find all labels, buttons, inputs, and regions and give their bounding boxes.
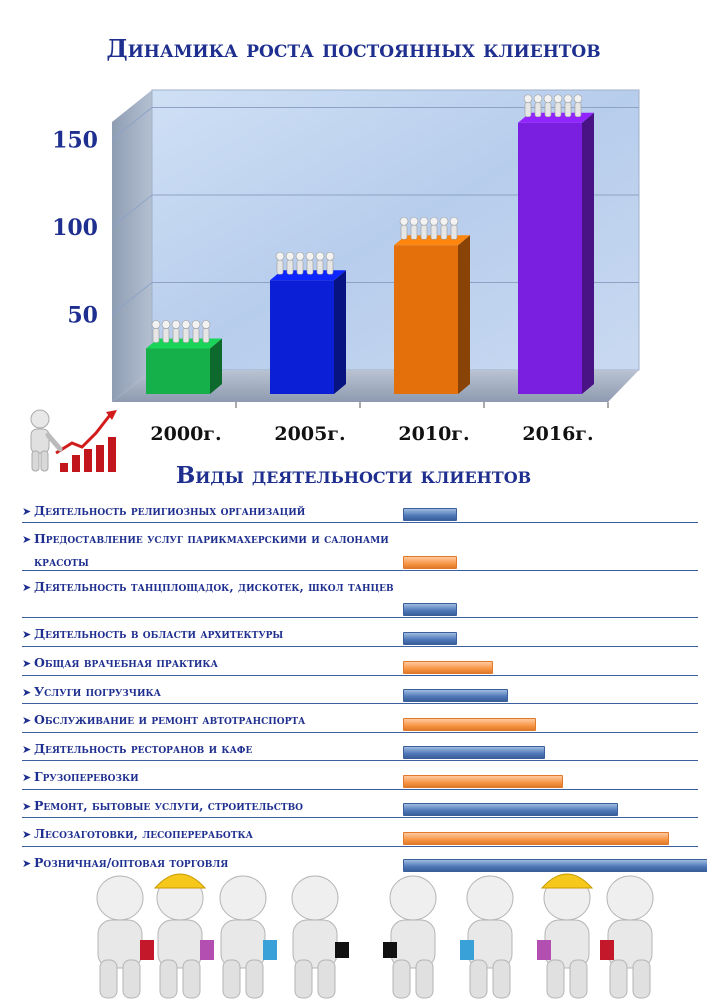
activity-bar bbox=[403, 508, 457, 521]
bullet-arrow-icon: ➤ bbox=[22, 714, 32, 727]
person-figure bbox=[537, 874, 592, 998]
activity-bar bbox=[403, 832, 669, 845]
shopping-bag-icon bbox=[140, 940, 154, 960]
activity-bar bbox=[403, 689, 508, 702]
activity-row bbox=[22, 618, 698, 647]
activity-row bbox=[22, 761, 698, 790]
activity-label: Грузоперевозки bbox=[34, 769, 139, 784]
activity-bar bbox=[403, 746, 545, 759]
bar-side bbox=[334, 270, 346, 394]
activity-row bbox=[22, 733, 698, 761]
chart-title: Динамика роста постоянных клиентов bbox=[106, 34, 601, 63]
activity-label: Деятельность религиозных организаций bbox=[34, 503, 306, 518]
bullet-arrow-icon: ➤ bbox=[22, 771, 32, 784]
y-axis-ticks bbox=[52, 128, 98, 329]
bullet-arrow-icon: ➤ bbox=[22, 581, 32, 594]
person-figure bbox=[460, 876, 513, 998]
x-tick-label: 2005г. bbox=[274, 423, 346, 445]
bar-front bbox=[518, 123, 582, 394]
activity-row bbox=[22, 495, 698, 523]
bullet-arrow-icon: ➤ bbox=[22, 743, 32, 756]
briefcase-icon bbox=[335, 942, 349, 958]
activity-row bbox=[22, 523, 698, 571]
y-tick-label: 100 bbox=[52, 215, 98, 241]
activity-label: Деятельность в области архитектуры bbox=[34, 626, 284, 641]
activity-bar bbox=[403, 803, 618, 816]
shopping-bag-icon bbox=[200, 940, 214, 960]
activity-bar bbox=[403, 775, 563, 788]
activity-row bbox=[22, 571, 698, 618]
shopping-bag-icon bbox=[460, 940, 474, 960]
bullet-arrow-icon: ➤ bbox=[22, 800, 32, 813]
activity-row bbox=[22, 676, 698, 704]
person-figure bbox=[155, 874, 214, 998]
bar-4 bbox=[518, 95, 594, 394]
bar-chart bbox=[0, 60, 707, 455]
bar-2 bbox=[270, 252, 346, 394]
y-tick-label: 50 bbox=[67, 302, 98, 329]
shopping-bag-icon bbox=[600, 940, 614, 960]
activity-label: Лесозаготовки, лесопереработка bbox=[34, 826, 253, 841]
bullet-arrow-icon: ➤ bbox=[22, 628, 32, 641]
y-tick-label: 150 bbox=[52, 127, 98, 154]
bullet-arrow-icon: ➤ bbox=[22, 657, 32, 670]
bar-front bbox=[270, 280, 334, 394]
section-title: Виды деятельности клиентов bbox=[175, 462, 532, 489]
hard-hat-icon bbox=[155, 874, 205, 888]
activity-label: Услуги погрузчика bbox=[34, 684, 161, 699]
bar-side bbox=[458, 235, 470, 394]
people-illustration bbox=[0, 860, 707, 1000]
activity-label: Деятельность танцплощадок, дискотек, школ танцев bbox=[34, 579, 394, 594]
person-figure bbox=[600, 876, 653, 998]
activity-label: Деятельность ресторанов и кафе bbox=[34, 741, 253, 756]
bullet-arrow-icon: ➤ bbox=[22, 533, 32, 546]
activity-label: Розничная/оптовая торговля bbox=[34, 855, 229, 870]
bar-front bbox=[394, 245, 458, 394]
activity-row bbox=[22, 790, 698, 818]
bar-front bbox=[146, 349, 210, 395]
bar-3 bbox=[394, 217, 470, 394]
bullet-arrow-icon: ➤ bbox=[22, 686, 32, 699]
activity-row bbox=[22, 704, 698, 733]
bullet-arrow-icon: ➤ bbox=[22, 828, 32, 841]
bullet-arrow-icon: ➤ bbox=[22, 857, 32, 870]
bar-side bbox=[582, 113, 594, 394]
hard-hat-icon bbox=[542, 874, 592, 888]
person-figure bbox=[220, 876, 277, 998]
x-axis-labels bbox=[150, 402, 608, 445]
shopping-bag-icon bbox=[263, 940, 277, 960]
person-figure bbox=[292, 876, 349, 998]
activity-bar bbox=[403, 632, 457, 645]
activity-label: Обслуживание и ремонт автотранспорта bbox=[34, 712, 306, 727]
shopping-bag-icon bbox=[537, 940, 551, 960]
activity-label: Предоставление услуг парикмахерскими и салонами красоты bbox=[34, 531, 389, 569]
x-tick-label: 2016г. bbox=[522, 423, 594, 445]
activity-label: Общая врачебная практика bbox=[34, 655, 218, 670]
person-figure bbox=[383, 876, 436, 998]
activity-row bbox=[22, 818, 698, 847]
activity-bar bbox=[403, 556, 457, 569]
briefcase-icon bbox=[383, 942, 397, 958]
activity-bar bbox=[403, 718, 536, 731]
bullet-arrow-icon: ➤ bbox=[22, 505, 32, 518]
x-tick-label: 2010г. bbox=[398, 423, 470, 445]
person-figure bbox=[97, 876, 154, 998]
activity-bar bbox=[403, 603, 457, 616]
activity-bar bbox=[403, 661, 493, 674]
activity-label: Ремонт, бытовые услуги, строительство bbox=[34, 798, 304, 813]
x-tick-label: 2000г. bbox=[150, 423, 222, 445]
activity-row bbox=[22, 647, 698, 676]
